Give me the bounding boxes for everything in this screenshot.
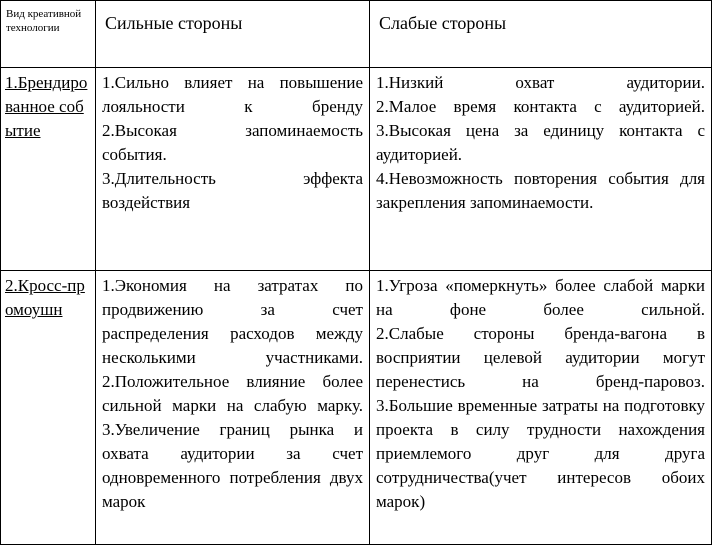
weakness-item: 3.Высокая цена за единицу контакта с аудиторией.: [376, 121, 705, 164]
header-row: [1, 1, 712, 68]
weakness-item: 2.Слабые стороны бренда-вагона в восприятии целевой аудитории могут перенестись на бренд-паровоз.: [376, 324, 705, 391]
strength-item: 2.Высокая запоминаемость события.: [102, 121, 363, 164]
weaknesses-cell: [370, 68, 712, 271]
table-row: [1, 271, 712, 545]
weakness-item: 1.Низкий охват аудитории.: [376, 73, 705, 92]
technology-name: 2.Кросс-промоушн: [1, 271, 96, 545]
weakness-item: 3.Большие временные затраты на подготовку проекта в силу трудности нахождения приемлемого друг для друга сотрудничества(учет интересов обоих марок): [376, 396, 705, 511]
weakness-item: 1.Угроза «померкнуть» более слабой марки на фоне более сильной.: [376, 276, 705, 319]
header-technology-type: Вид креативной технологии: [1, 1, 96, 68]
strength-item: 2.Положительное влияние более сильной марки на слабую марку.: [102, 372, 363, 415]
strength-item: 3.Длительность эффекта воздействия: [102, 169, 363, 212]
header-weaknesses: Слабые стороны: [370, 1, 712, 68]
strengths-cell: [96, 68, 370, 271]
strength-item: 1.Экономия на затратах по продвижению за счет распределения расходов между несколькими участниками.: [102, 276, 363, 367]
strength-item: 1.Сильно влияет на повышение лояльности к бренду: [102, 73, 363, 116]
strengths-cell: [96, 271, 370, 545]
technology-name: 1.Брендированное событие: [1, 68, 96, 271]
weaknesses-cell: [370, 271, 712, 545]
weakness-item: 2.Малое время контакта с аудиторией.: [376, 97, 705, 116]
strength-item: 3.Увеличение границ рынка и охвата аудитории за счет одновременного потребления двух марок: [102, 420, 363, 511]
header-strengths: Сильные стороны: [96, 1, 370, 68]
table-row: [1, 68, 712, 271]
weakness-item: 4.Невозможность повторения события для закрепления запоминаемости.: [376, 169, 705, 212]
